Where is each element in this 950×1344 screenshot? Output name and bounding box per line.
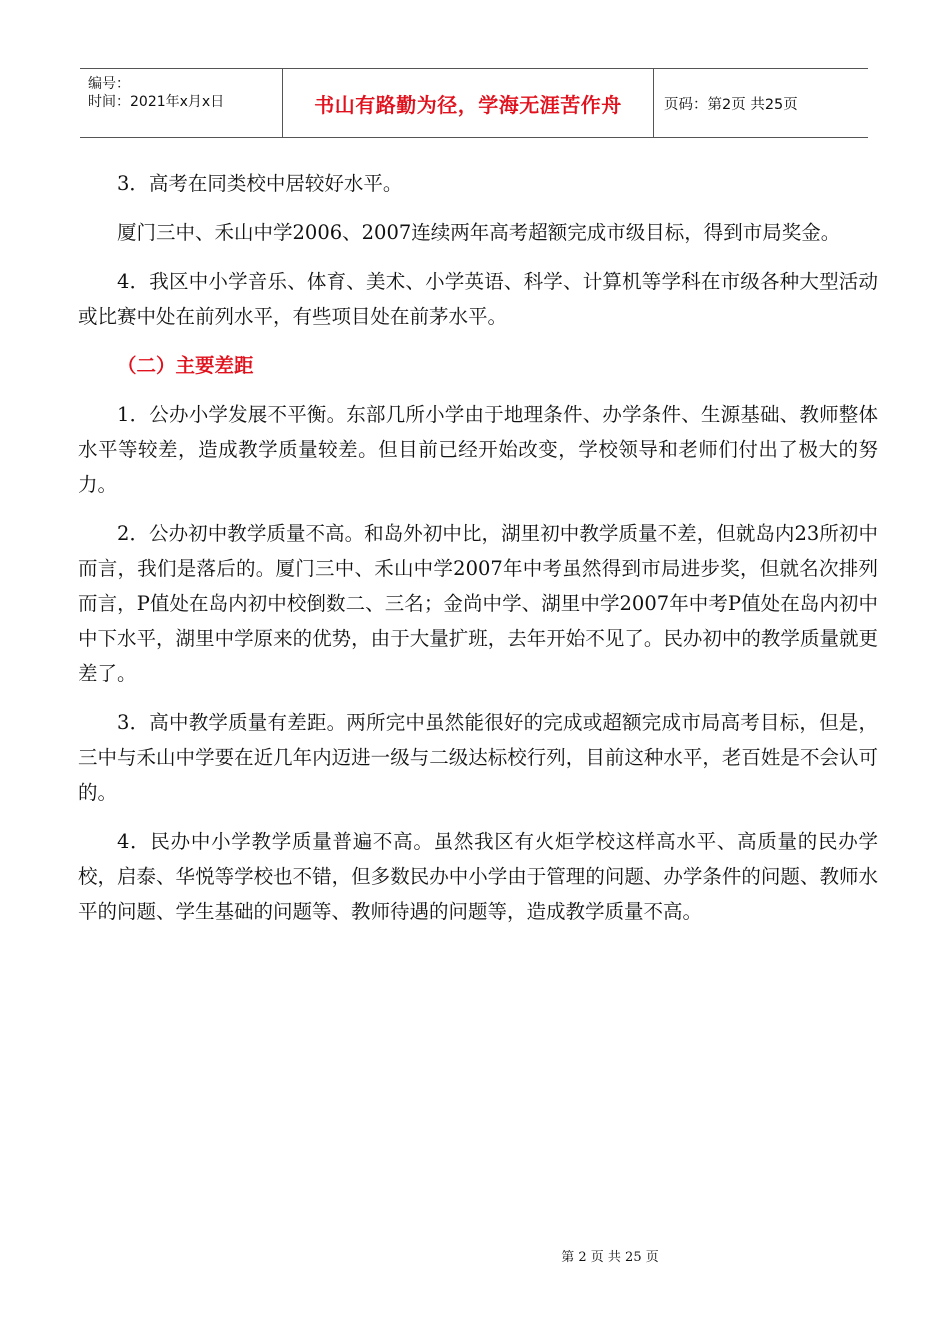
paragraph-1: 3．高考在同类校中居较好水平。 (117, 172, 403, 195)
date-line: 时间：2021年x月x日 (88, 94, 225, 110)
paragraph-6: 3．高中教学质量有差距。两所完中虽然能很好的完成或超额完成市局高考目标，但是，三中与禾山中学要在近几年内迈进一级与二级达标校行列，目前这种水平，老百姓是不会认可的。 (78, 711, 878, 804)
page-info: 页码：第2页 共25页 (664, 96, 798, 113)
paragraph-2: 厦门三中、禾山中学2006、2007连续两年高考超额完成市级目标，得到市局奖金。 (117, 221, 841, 244)
serial-label: 编号： (88, 76, 130, 92)
document-body (78, 166, 878, 929)
paragraph-4: 1．公办小学发展不平衡。东部几所小学由于地理条件、办学条件、生源基础、教师整体水平等较差，造成教学质量较差。但目前已经开始改变，学校领导和老师们付出了极大的努力。 (78, 403, 878, 496)
page-footer: 第 2 页 共 25 页 (561, 1250, 659, 1265)
document-header (80, 68, 868, 138)
section-heading: （二）主要差距 (117, 354, 254, 377)
motto: 书山有路勤为径，学海无涯苦作舟 (283, 69, 654, 137)
header-meta (80, 69, 283, 137)
paragraph-3: 4．我区中小学音乐、体育、美术、小学英语、科学、计算机等学科在市级各种大型活动或比赛中处在前列水平，有些项目处在前茅水平。 (78, 270, 878, 328)
paragraph-5: 2．公办初中教学质量不高。和岛外初中比，湖里初中教学质量不差，但就岛内23所初中而言，我们是落后的。厦门三中、禾山中学2007年中考虽然得到市局进步奖，但就名次排列而言，P值处在岛内初中校倒数二、三名；金尚中学、湖里中学2007年中考P值处在岛内初中中下水平，湖里中学原来的优势，由于大量扩班，去年开始不见了。民办初中的教学质量就更差了。 (78, 522, 878, 685)
paragraph-7: 4．民办中小学教学质量普遍不高。虽然我区有火炬学校这样高水平、高质量的民办学校，启泰、华悦等学校也不错，但多数民办中小学由于管理的问题、办学条件的问题、教师水平的问题、学生基础的问题等、教师待遇的问题等，造成教学质量不高。 (78, 830, 878, 923)
